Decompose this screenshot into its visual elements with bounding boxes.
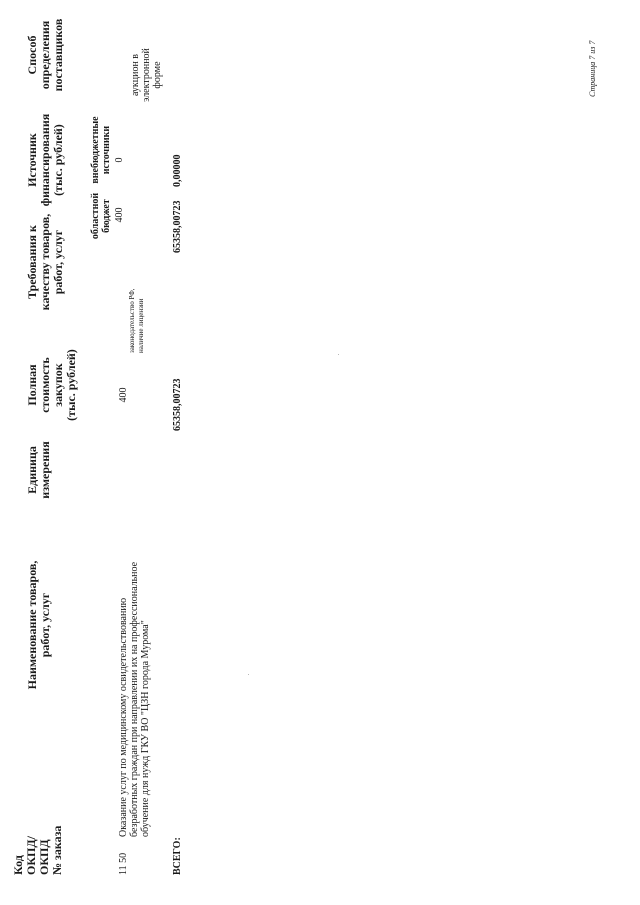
header-cost-line: Полная bbox=[25, 364, 39, 406]
header-code-line: Код bbox=[11, 855, 25, 875]
header-method bbox=[26, 5, 65, 105]
header-cost-line: (тыс. рублей) bbox=[64, 349, 78, 421]
scan-speck bbox=[338, 354, 339, 355]
header-unit-line: Единица bbox=[25, 446, 39, 494]
row-requirements-line: законодательство РФ, bbox=[128, 288, 136, 353]
header-code-line: № заказа bbox=[50, 825, 64, 875]
scan-speck bbox=[248, 674, 249, 675]
total-extrabudget: 0,00000 bbox=[172, 154, 183, 187]
header-code-line: ОКПД bbox=[37, 839, 51, 875]
row-regional: 400 bbox=[114, 207, 125, 223]
row-method-line: аукцион в bbox=[130, 53, 141, 97]
header-funding-line: финансирования bbox=[38, 113, 52, 207]
subheader-extrabudget-line: источники bbox=[101, 125, 112, 175]
header-cost bbox=[26, 330, 78, 440]
header-name bbox=[26, 495, 52, 755]
subheader-extrabudget-line: внебюджетные bbox=[90, 116, 101, 184]
total-regional: 65358,00723 bbox=[172, 200, 183, 253]
row-method bbox=[130, 35, 163, 115]
header-method-line: Способ bbox=[25, 35, 39, 75]
header-funding-line: (тыс. рублей) bbox=[51, 124, 65, 196]
header-requirements-line: работ, услуг bbox=[51, 229, 65, 295]
row-cost: 400 bbox=[118, 387, 129, 403]
header-funding bbox=[26, 90, 65, 230]
row-requirements-line: наличие лицензии bbox=[137, 298, 145, 353]
row-name bbox=[118, 497, 151, 837]
row-name-line: Оказание услуг по медицинскому освидетельствованию bbox=[118, 597, 129, 837]
page-number: Страница 7 из 7 bbox=[588, 40, 597, 97]
header-method-line: поставщиков bbox=[51, 18, 65, 92]
row-code: 11 50 bbox=[118, 852, 129, 875]
row-requirements bbox=[128, 243, 146, 353]
header-name-line: Наименование товаров, bbox=[25, 560, 39, 690]
header-code bbox=[12, 805, 64, 875]
header-cost-line: стоимость bbox=[38, 357, 52, 413]
total-cost: 65358,00723 bbox=[172, 378, 183, 431]
header-name-line: работ, услуг bbox=[38, 592, 52, 658]
header-unit-line: измерения bbox=[38, 441, 52, 499]
subheader-regional-line: бюджет bbox=[101, 199, 112, 233]
row-extrabudget: 0 bbox=[114, 157, 125, 163]
header-requirements-line: качеству товаров, bbox=[38, 213, 52, 311]
total-label: ВСЕГО: bbox=[172, 837, 183, 875]
row-method-line: форме bbox=[152, 61, 163, 89]
header-code-line: ОКПД/ bbox=[24, 836, 38, 875]
subheader-regional-line: областной bbox=[90, 192, 101, 240]
row-method-line: электронной bbox=[141, 48, 152, 102]
subheader-extrabudget bbox=[90, 105, 112, 195]
header-cost-line: закупок bbox=[51, 363, 65, 407]
row-name-line: обучение для нужд ГКУ ВО "ЦЗН города Мурома" bbox=[140, 620, 151, 837]
header-funding-line: Источник bbox=[25, 133, 39, 187]
header-requirements-line: Требования к bbox=[25, 225, 39, 299]
header-unit bbox=[26, 430, 52, 510]
row-name-line: безработных граждан при направлении их на профессиональное bbox=[129, 561, 140, 837]
header-method-line: определения bbox=[38, 20, 52, 90]
